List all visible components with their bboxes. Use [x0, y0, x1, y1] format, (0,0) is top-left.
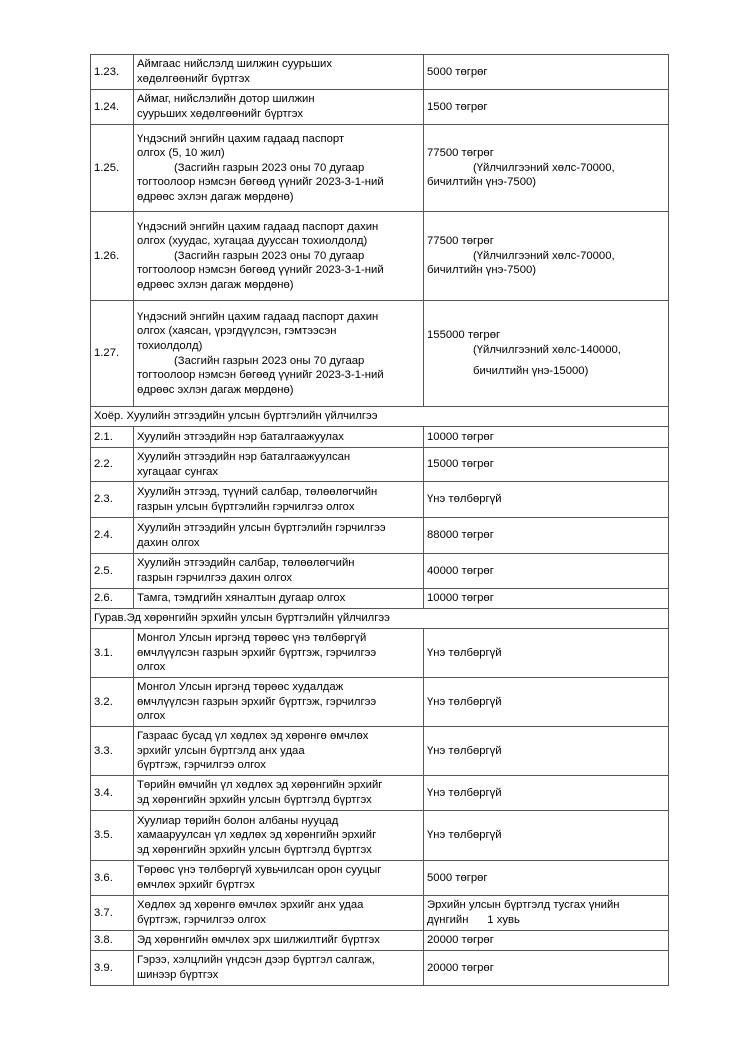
fee-line: (Үйлчилгээний хөлс-140000,	[473, 343, 621, 356]
service-fee: 10000 төгрөг	[424, 589, 669, 609]
service-name-line: Хуулийн этгээдийн нэр баталгаажуулах	[137, 430, 344, 443]
service-name-line: олгох	[137, 710, 166, 723]
service-name-line: Эд хөрөнгийн өмчлөх эрх шилжилтийг бүртгэх	[137, 934, 380, 947]
service-name-line: хөдөлгөөнийг бүртгэх	[137, 73, 250, 85]
table-row	[91, 951, 669, 986]
table-row	[91, 212, 669, 301]
row-number: 3.3.	[91, 727, 134, 776]
service-name-line: Монгол Улсын иргэнд төрөөс худалдаж	[137, 681, 344, 694]
service-name-line: Үндэсний энгийн цахим гадаад паспорт дахин	[137, 310, 379, 323]
service-name-line: бүртгэж, гэрчилгээ олгох	[137, 759, 266, 772]
service-name	[134, 448, 424, 482]
fee-spacer	[427, 357, 665, 364]
fee-line: дүнгийн 1 хувь	[427, 914, 520, 926]
row-number: 3.9.	[91, 951, 134, 986]
section-header-row	[91, 407, 669, 427]
row-number: 2.4.	[91, 518, 134, 554]
table-row	[91, 55, 669, 90]
service-fee	[424, 125, 669, 212]
service-name-line: суурьших хөдөлгөөнийг бүртгэх	[137, 108, 304, 120]
table-row	[91, 727, 669, 776]
service-name	[134, 589, 424, 609]
service-name-line: өдрөөс эхлэн дагаж мөрдөнө)	[137, 190, 294, 203]
service-name-line: олгох (5, 10 жил)	[137, 147, 225, 160]
row-number: 1.23.	[91, 55, 134, 90]
service-name	[134, 896, 424, 931]
service-name-line: Аймгаас нийслэлд шилжин суурьших	[137, 58, 332, 71]
service-fee: Үнэ төлбөргүй	[424, 678, 669, 727]
table-row	[91, 448, 669, 482]
row-number: 3.4.	[91, 776, 134, 811]
service-name	[134, 212, 424, 301]
service-name	[134, 811, 424, 861]
service-name-line: Төрөөс үнэ төлбөргүй хувьчилсан орон сууцыг	[137, 864, 382, 877]
row-number: 2.2.	[91, 448, 134, 482]
fee-line: Эрхийн улсын бүртгэлд тусгах үнийн	[427, 899, 620, 912]
service-fee: Үнэ төлбөргүй	[424, 727, 669, 776]
service-name-line: Үндэсний энгийн цахим гадаад паспорт	[137, 132, 345, 145]
table-row	[91, 629, 669, 678]
service-fee: 20000 төгрөг	[424, 931, 669, 951]
service-fee: 88000 төгрөг	[424, 518, 669, 554]
service-name-line: эд хөрөнгийн эрхийн улсын бүртгэлд бүртгэх	[137, 843, 372, 856]
service-name-line: дахин олгох	[137, 536, 200, 549]
row-number: 1.24.	[91, 90, 134, 125]
service-name-line: (Засгийн газрын 2023 оны 70 дугаар	[174, 249, 365, 262]
service-name-line: олгох (хуудас, хугацаа дууссан тохиолдолд)	[137, 235, 368, 248]
service-name-line: тогтоолоор нэмсэн бөгөөд үүнийг 2023-3-1-ний	[137, 369, 384, 382]
fee-line: 77500 төгрөг	[427, 147, 494, 160]
service-fee: 15000 төгрөг	[424, 448, 669, 482]
row-number: 2.6.	[91, 589, 134, 609]
row-number: 3.7.	[91, 896, 134, 931]
service-fee: 10000 төгрөг	[424, 427, 669, 448]
table-row	[91, 427, 669, 448]
service-name-line: хамааруулсан үл хөдлөх эд хөрөнгийн эрхийг	[137, 829, 377, 842]
service-name-line: Гэрээ, хэлцлийн үндсэн дээр бүртгэл салгаж,	[137, 954, 375, 967]
service-name-line: Аймаг, нийслэлийн дотор шилжин	[137, 93, 315, 106]
table-row	[91, 861, 669, 896]
table-row	[91, 482, 669, 518]
service-name	[134, 301, 424, 407]
service-name-line: бүртгэж, гэрчилгээ олгох	[137, 914, 266, 926]
service-name-line: өмчлөх эрхийг бүртгэх	[137, 879, 255, 891]
section-title: Хоёр. Хуулийн этгээдийн улсын бүртгэлийн үйлчилгээ	[91, 407, 669, 427]
service-name-line: Хуулийн этгээдийн нэр баталгаажуулсан	[137, 450, 351, 463]
table-row	[91, 589, 669, 609]
service-name-line: хугацааг сунгах	[137, 465, 219, 478]
service-fee: Үнэ төлбөргүй	[424, 629, 669, 678]
service-name-line: Газраас бусад үл хөдлөх эд хөрөнгө өмчлөх	[137, 730, 369, 743]
row-number: 3.1.	[91, 629, 134, 678]
row-number: 2.5.	[91, 554, 134, 589]
row-number: 3.6.	[91, 861, 134, 896]
table-row	[91, 90, 669, 125]
table-row	[91, 811, 669, 861]
section-header-row	[91, 609, 669, 629]
section-title: Гурав.Эд хөрөнгийн эрхийн улсын бүртгэлийн үйлчилгээ	[91, 609, 669, 629]
service-name	[134, 678, 424, 727]
service-name-line: Монгол Улсын иргэнд төрөөс үнэ төлбөргүй	[137, 632, 367, 645]
service-name	[134, 125, 424, 212]
fee-line: (Үйлчилгээний хөлс-70000,	[473, 161, 615, 174]
service-name-line: Тамга, тэмдгийн хяналтын дугаар олгох	[137, 592, 346, 605]
fee-line: 77500 төгрөг	[427, 235, 494, 248]
service-name	[134, 482, 424, 518]
table-row	[91, 518, 669, 554]
service-name	[134, 554, 424, 589]
service-fee: Үнэ төлбөргүй	[424, 776, 669, 811]
service-name-line: Хуулийн этгээд, түүний салбар, төлөөлөгчийн	[137, 485, 378, 498]
fee-line: 155000 төгрөг	[427, 329, 501, 342]
service-fee: 20000 төгрөг	[424, 951, 669, 986]
service-name	[134, 55, 424, 90]
service-fee: 5000 төгрөг	[424, 55, 669, 90]
service-name-line: тогтоолоор нэмсэн бөгөөд үүнийг 2023-3-1-ний	[137, 264, 384, 277]
service-fee	[424, 896, 669, 931]
row-number: 2.1.	[91, 427, 134, 448]
table-row	[91, 301, 669, 407]
table-row	[91, 554, 669, 589]
service-name	[134, 861, 424, 896]
service-name-line: Төрийн өмчийн үл хөдлөх эд хөрөнгийн эрхийг	[137, 779, 383, 792]
service-name-line: өмчлүүлсэн газрын эрхийг бүртгэж, гэрчилгээ	[137, 695, 377, 708]
service-name-line: Хөдлөх эд хөрөнгө өмчлөх эрхийг анх удаа	[137, 899, 364, 912]
service-fee: 40000 төгрөг	[424, 554, 669, 589]
service-fee: 1500 төгрөг	[424, 90, 669, 125]
table-row	[91, 678, 669, 727]
service-name	[134, 951, 424, 986]
service-name	[134, 776, 424, 811]
table-row	[91, 776, 669, 811]
row-number: 1.27.	[91, 301, 134, 407]
service-name-line: тохиолдолд)	[137, 339, 203, 352]
service-name	[134, 931, 424, 951]
service-name-line: өмчлүүлсэн газрын эрхийг бүртгэж, гэрчилгээ	[137, 646, 377, 659]
service-fee	[424, 301, 669, 407]
service-name-line: өдрөөс эхлэн дагаж мөрдөнө)	[137, 383, 294, 396]
service-name	[134, 427, 424, 448]
service-name-line: газрын улсын бүртгэлийн гэрчилгээ олгох	[137, 500, 355, 513]
service-name-line: Хуулийн этгээдийн улсын бүртгэлийн гэрчилгээ	[137, 521, 386, 534]
row-number: 2.3.	[91, 482, 134, 518]
fee-line: бичилтийн үнэ-15000)	[473, 365, 589, 378]
service-name-line: тогтоолоор нэмсэн бөгөөд үүнийг 2023-3-1-ний	[137, 176, 384, 189]
table-row	[91, 896, 669, 931]
service-name-line: Хуулиар төрийн болон албаны нууцад	[137, 814, 339, 827]
service-name-line: Хуулийн этгээдийн салбар, төлөөлөгчийн	[137, 557, 355, 570]
service-name	[134, 518, 424, 554]
fee-line: бичилтийн үнэ-7500)	[427, 264, 537, 277]
service-name	[134, 629, 424, 678]
service-name	[134, 727, 424, 776]
service-name-line: шинээр бүртгэх	[137, 969, 219, 981]
service-name	[134, 90, 424, 125]
row-number: 3.5.	[91, 811, 134, 861]
service-fee	[424, 212, 669, 301]
service-fee: Үнэ төлбөргүй	[424, 811, 669, 861]
service-name-line: өдрөөс эхлэн дагаж мөрдөнө)	[137, 278, 294, 291]
row-number: 1.25.	[91, 125, 134, 212]
service-name-line: эрхийг улсын бүртгэлд анх удаа	[137, 744, 305, 757]
row-number: 3.8.	[91, 931, 134, 951]
fee-table	[90, 54, 669, 986]
service-name-line: газрын гэрчилгээ дахин олгох	[137, 572, 292, 584]
table-row	[91, 125, 669, 212]
service-name-line: олгох	[137, 661, 166, 674]
service-name-line: эд хөрөнгийн эрхийн улсын бүртгэлд бүртгэх	[137, 794, 372, 806]
service-name-line: (Засгийн газрын 2023 оны 70 дугаар	[174, 161, 365, 174]
row-number: 1.26.	[91, 212, 134, 301]
table-row	[91, 931, 669, 951]
fee-line: бичилтийн үнэ-7500)	[427, 176, 537, 189]
service-name-line: Үндэсний энгийн цахим гадаад паспорт дахин	[137, 220, 379, 233]
service-fee: 5000 төгрөг	[424, 861, 669, 896]
fee-line: (Үйлчилгээний хөлс-70000,	[473, 249, 615, 262]
service-fee: Үнэ төлбөргүй	[424, 482, 669, 518]
service-name-line: (Засгийн газрын 2023 оны 70 дугаар	[174, 354, 365, 367]
service-name-line: олгох (хаясан, үрэгдүүлсэн, гэмтээсэн	[137, 325, 337, 338]
row-number: 3.2.	[91, 678, 134, 727]
